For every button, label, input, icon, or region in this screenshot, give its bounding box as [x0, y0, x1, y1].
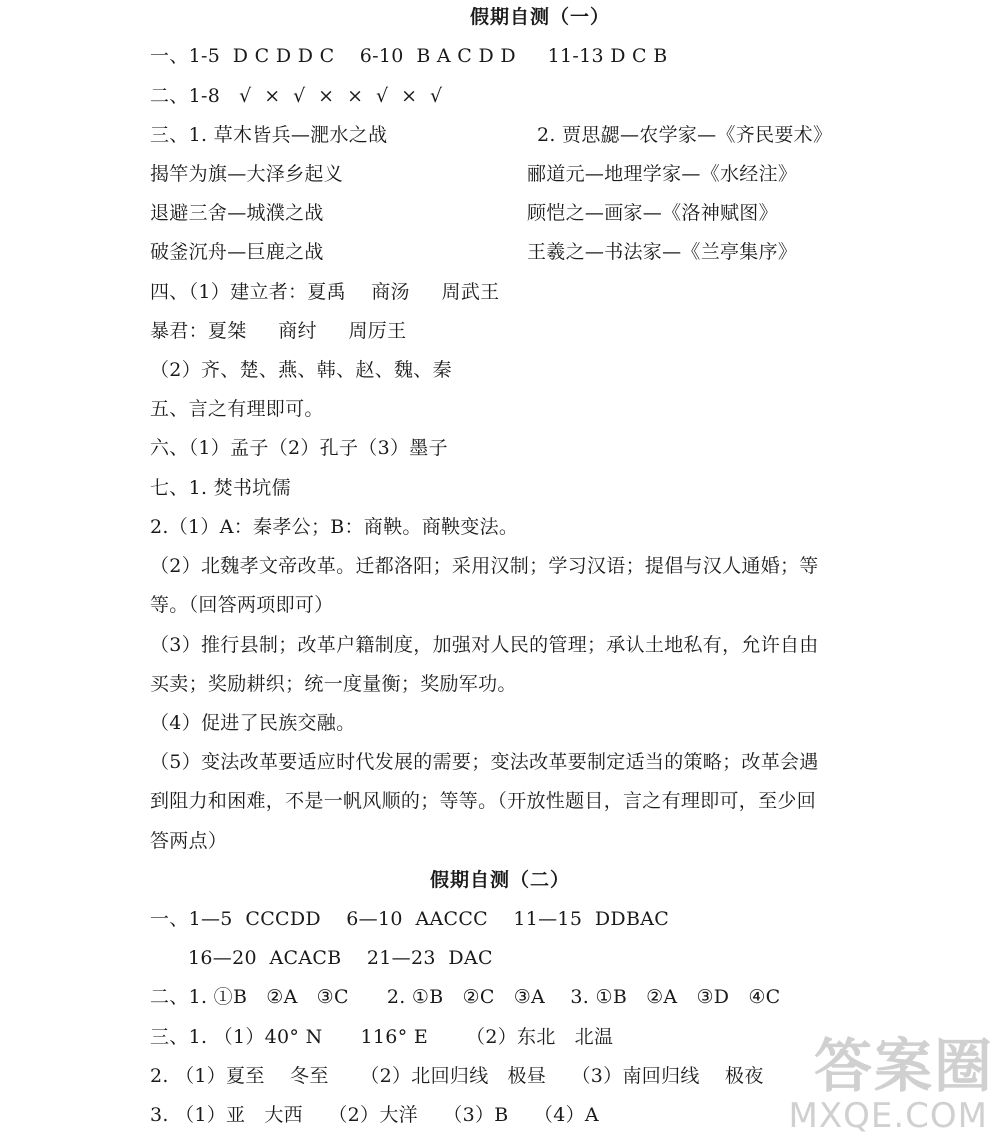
answer-line: （2）北魏孝文帝改革。迁都洛阳；采用汉制；学习汉语；提倡与汉人通婚；等 [150, 555, 819, 577]
answer-line: 四、（1）建立者：夏禹 商汤 周武王 [150, 281, 500, 303]
answer-line: （5）变法改革要适应时代发展的需要；变法改革要制定适当的策略；改革会遇 [150, 751, 819, 773]
answer-line: 答两点） [150, 830, 228, 852]
answer-line: （3）推行县制；改革户籍制度，加强对人民的管理；承认土地私有，允许自由 [150, 634, 819, 656]
answer-line: 16—20 ACACB 21—23 DAC [188, 947, 493, 969]
answer-line: 郦道元—地理学家—《水经注》 [527, 163, 798, 185]
section1-title: 假期自测（一） [470, 6, 611, 28]
answer-line: 二、1. ①B ②A ③C 2. ①B ②C ③A 3. ①B ②A ③D ④C [150, 986, 781, 1008]
watermark-top-text: 答案圈 [813, 1032, 994, 1100]
answer-line: 顾恺之—画家—《洛神赋图》 [527, 202, 778, 224]
section2-title: 假期自测（二） [430, 869, 571, 891]
answer-line: 买卖；奖励耕织；统一度量衡；奖励军功。 [150, 673, 517, 695]
answer-line: 等。（回答两项即可） [150, 594, 334, 616]
answer-line: 到阻力和困难，不是一帆风顺的；等等。（开放性题目，言之有理即可，至少回 [150, 790, 817, 812]
watermark-bottom-text: MXQE.COM [788, 1096, 988, 1136]
answer-line: 五、言之有理即可。 [150, 398, 324, 420]
answer-line: （2）齐、楚、燕、韩、赵、魏、秦 [150, 359, 452, 381]
answer-line: 3. （1）亚 大西 （2）大洋 （3）B （4）A [150, 1104, 599, 1126]
answer-line: 一、1-5 D C D D C 6-10 B A C D D 11-13 D C B [150, 45, 668, 67]
answer-line: （4）促进了民族交融。 [150, 712, 356, 734]
answer-line: 王羲之—书法家—《兰亭集序》 [527, 241, 798, 263]
watermark-logo [788, 1032, 994, 1136]
answer-line: 一、1—5 CCCDD 6—10 AACCC 11—15 DDBAC [150, 908, 670, 930]
answer-line: 揭竿为旗—大泽乡起义 [150, 163, 344, 185]
answer-line: 2.（1）A：秦孝公；B：商鞅。商鞅变法。 [150, 516, 519, 538]
answer-line: 三、1. 草木皆兵—淝水之战 [150, 124, 388, 146]
answer-line: 三、1. （1）40° N 116° E （2）东北 北温 [150, 1026, 614, 1048]
answer-line: 七、1. 焚书坑儒 [150, 477, 291, 499]
answer-line: 2. （1）夏至 冬至 （2）北回归线 极昼 （3）南回归线 极夜 [150, 1065, 764, 1087]
answer-line: 六、（1）孟子（2）孔子（3）墨子 [150, 437, 448, 459]
answer-line: 退避三舍—城濮之战 [150, 202, 324, 224]
answer-line: 破釜沉舟—巨鹿之战 [150, 241, 324, 263]
answer-line: 暴君：夏桀 商纣 周厉王 [150, 320, 407, 342]
answer-line: 二、1-8 √ × √ × × √ × √ [150, 85, 443, 107]
answer-line: 2. 贾思勰—农学家—《齐民要术》 [537, 124, 833, 146]
